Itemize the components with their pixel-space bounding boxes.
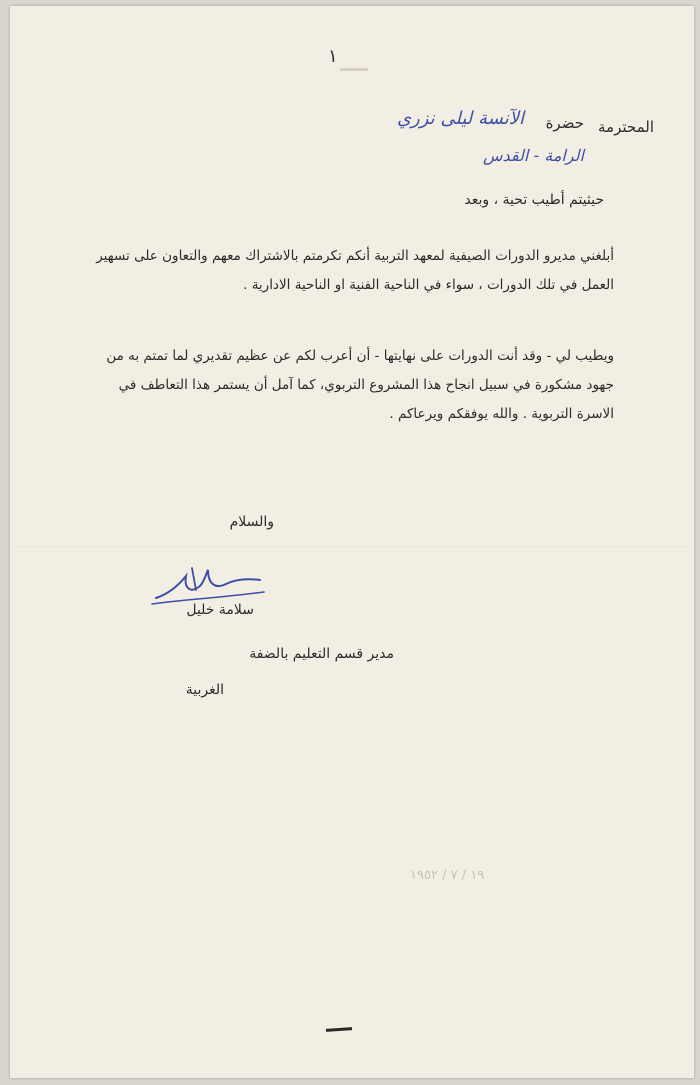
body-paragraph-1: أبلغني مديرو الدورات الصيفية لمعهد التربية أنكم تكرمتم بالاشتراك معهم والتعاون على تسهير العمل في تلك الدورات ، سواء في الناحية الفنية او الناحية الادارية . (96, 248, 614, 293)
body-paragraph-2: ويطيب لي - وقد أنت الدورات على نهايتها - أن أعرب لكم عن عظيم تقديري لما تمتم به من جهود مشكورة في سبيل انجاح هذا المشروع التربوي، كما آمل أن يستمر هذا التعاطف في الاسرة التربوية . والله يوفقكم ويرعاكم . (106, 348, 614, 422)
salutation-label: حضرة (545, 114, 584, 132)
page-number: ١ (328, 46, 338, 67)
paper-fold (10, 546, 694, 548)
faint-stamp-text: ١٩ / ٧ / ١٩٥٢ (410, 868, 485, 883)
signer-title-line-1: مدير قسم التعليم بالضفة (249, 646, 394, 662)
greeting-line: حيثيتم أطيب تحية ، وبعد (464, 192, 604, 208)
recipient-location: الرامة - القدس (482, 146, 584, 165)
letter-page (10, 6, 694, 1078)
signer-title-line-2: الغربية (185, 682, 224, 698)
closing-line: والسلام (229, 514, 274, 530)
honorific-label: المحترمة (598, 118, 654, 136)
pen-dash-mark (326, 1027, 352, 1032)
recipient-name: الآنسة ليلى نزري (396, 108, 524, 129)
signer-name: سلامة خليل (186, 602, 254, 618)
faint-mark (340, 68, 368, 71)
